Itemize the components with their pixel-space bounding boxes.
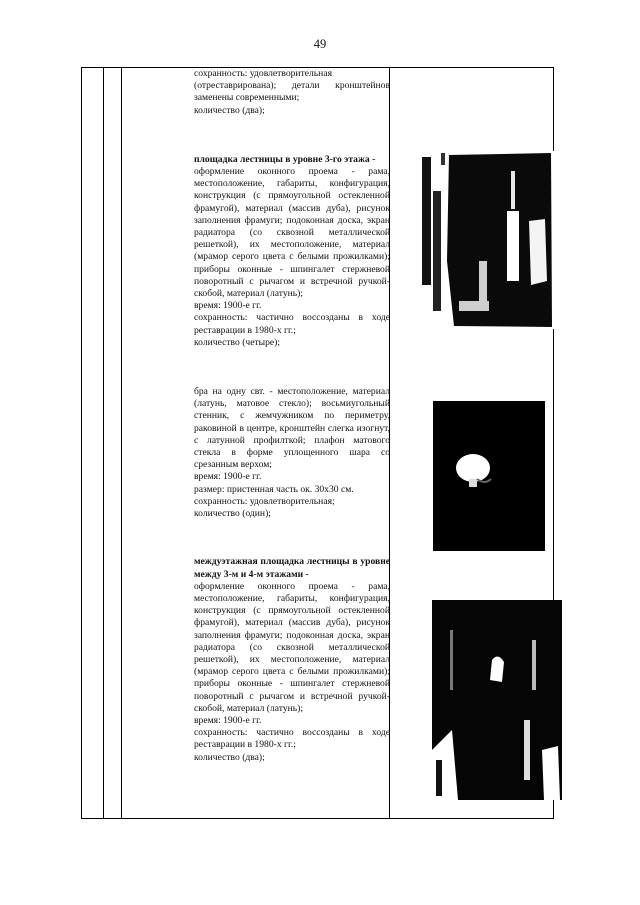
description-line: сохранность: частично воссозданы в ходе реставрации в 1980-х гг.;	[194, 727, 390, 751]
description-line: количество (один);	[194, 508, 271, 520]
description-line: сохранность: удовлетворительная	[194, 68, 332, 79]
description-block	[194, 386, 390, 520]
column-divider	[121, 68, 122, 818]
description-line: сохранность: частично воссозданы в ходе реставрации в 1980-х гг.;	[194, 312, 390, 336]
description-line: время: 1900-е гг.	[194, 471, 262, 483]
description-line: количество (четыре);	[194, 336, 281, 348]
description-block	[194, 556, 390, 763]
photo-window-3rd-floor	[419, 151, 556, 329]
description-line: (отреставрирована); детали кронштейнов заменены современными;	[194, 80, 390, 104]
description-line: время: 1900-е гг.	[194, 300, 262, 312]
description-line: количество (два);	[194, 104, 265, 116]
photo-window-interfloor	[432, 600, 562, 800]
description-line: сохранность: удовлетворительная;	[194, 495, 335, 507]
page-number: 49	[313, 37, 327, 51]
description-column	[194, 68, 390, 764]
description-line: оформление оконного проема - рама, местоположение, габариты, конфигурация, конструкция (с прямоугольной остекленной фрамугой), материал (массив дуба), рисунок заполнения фрамуги; подоконная доска, экран радиатора (со сквозной металлической решеткой), их местоположение, материал (мрамор серого цвета с белыми прожилками); приборы оконные - шпингалет стержневой поворотный с рычагом и встречной ручкой-скобой, материал (латунь);	[194, 580, 390, 714]
block-heading: площадка лестницы в уровне 3-го этажа -	[194, 153, 376, 165]
inventory-table	[81, 67, 554, 819]
description-line: количество (два);	[194, 751, 265, 763]
description-line: время: 1900-е гг.	[194, 714, 262, 726]
description-block	[194, 68, 390, 117]
column-divider	[103, 68, 104, 818]
description-line: оформление оконного проема - рама, местоположение, габариты, конфигурация, конструкция (с прямоугольной остекленной фрамугой), материал (массив дуба), рисунок заполнения фрамуги; подоконная доска, экран радиатора (со сквозной металлической решеткой), их местоположение, материал (мрамор серого цвета с белыми прожилками); приборы оконные - шпингалет стержневой поворотный с рычагом и встречной ручкой-скобой, материал (латунь);	[194, 166, 390, 300]
photo-wall-sconce	[433, 401, 545, 551]
description-block	[194, 154, 390, 349]
description-line: бра на одну свт. - местоположение, материал (латунь, матовое стекло); восьмиугольный стенник, с жемчужником по периметру, раковиной в центре, кронштейн слегка изогнут, с латунной профилткой; плафон матового стекла в форме уплощенного шара со срезанным верхом;	[194, 386, 390, 471]
block-heading: междуэтажная площадка лестницы в уровне между 3-м и 4-м этажами -	[194, 556, 390, 580]
description-line: размер: пристенная часть ок. 30х30 см.	[194, 483, 354, 495]
